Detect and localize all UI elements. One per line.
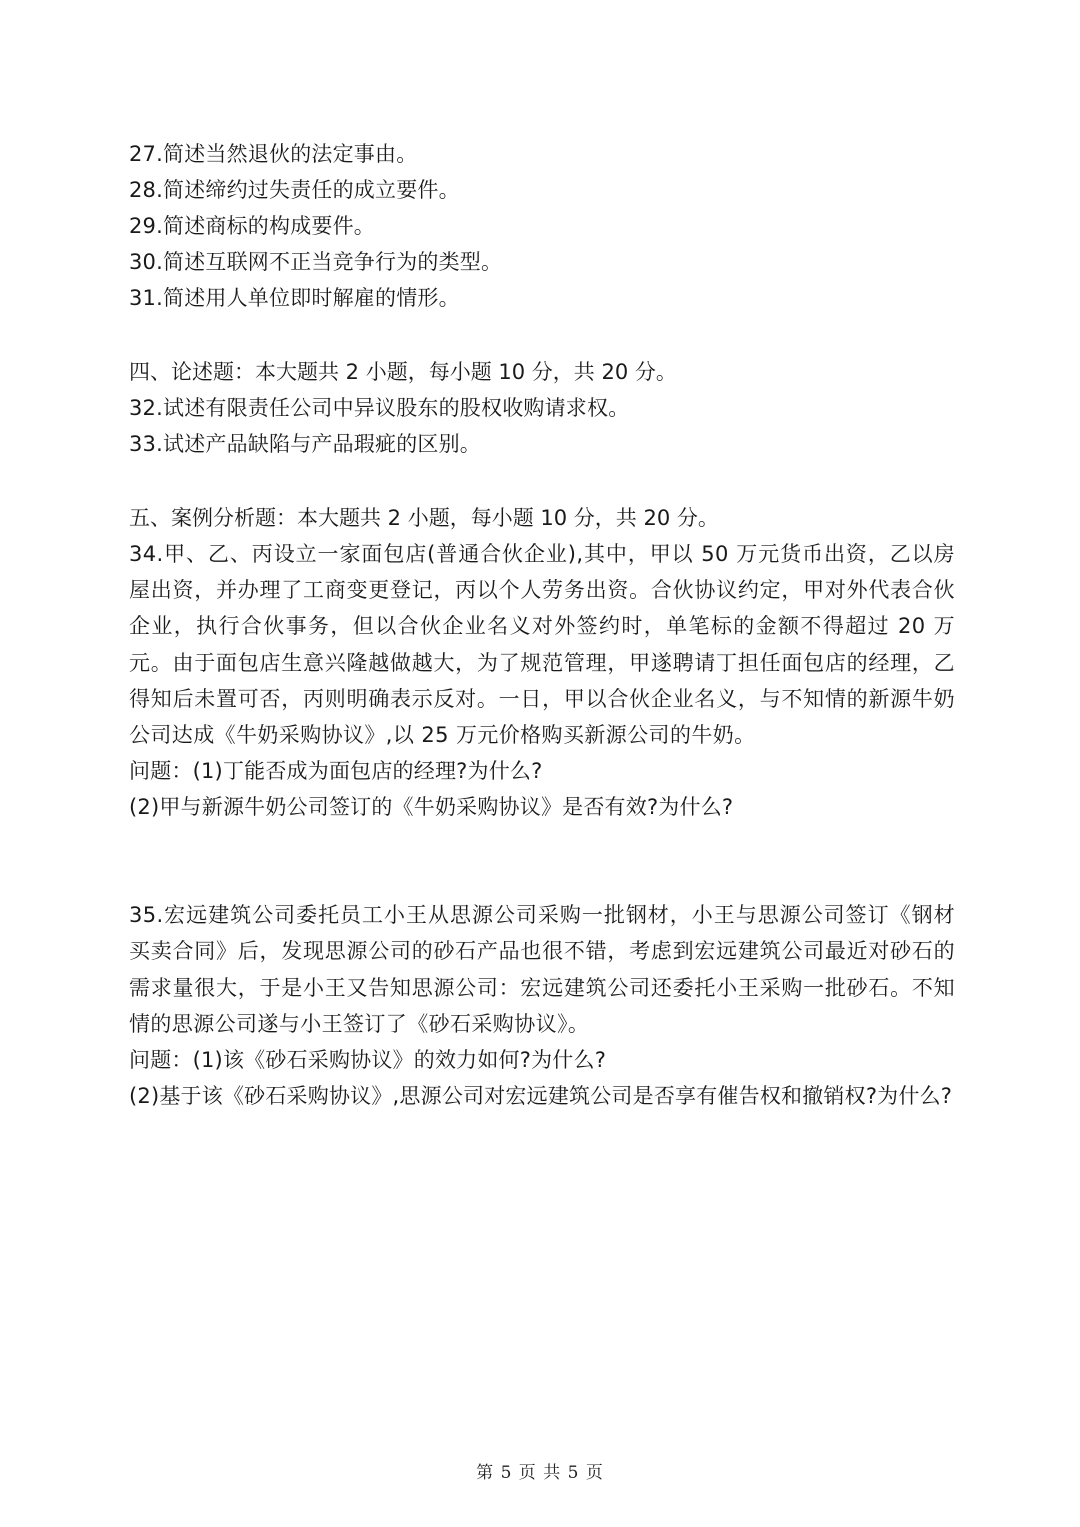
question-28: 28.简述缔约过失责任的成立要件。: [129, 178, 460, 202]
essay-section: [129, 354, 955, 462]
case-35-body: 35.宏远建筑公司委托员工小王从思源公司采购一批钢材，小王与思源公司签订《钢材买卖合同》后，发现思源公司的砂石产品也很不错，考虑到宏远建筑公司最近对砂石的需求量很大，于是小王又告知思源公司：宏远建筑公司还委托小王采购一批砂石。不知情的思源公司遂与小王签订了《砂石采购协议》。: [129, 903, 955, 1036]
case-section: [129, 500, 955, 1114]
case-34-question-2: (2)甲与新源牛奶公司签订的《牛奶采购协议》是否有效?为什么?: [129, 795, 734, 820]
spacer: [129, 316, 955, 354]
question-27: 27.简述当然退伙的法定事由。: [129, 142, 418, 166]
case-35-question-2: (2)基于该《砂石采购协议》,思源公司对宏远建筑公司是否享有催告权和撤销权?为什么?: [129, 1084, 953, 1109]
case-35-question-1: 问题：(1)该《砂石采购协议》的效力如何?为什么?: [129, 1048, 607, 1073]
case-34-body: 34.甲、乙、丙设立一家面包店(普通合伙企业),其中，甲以 50 万元货币出资，乙以房屋出资，并办理了工商变更登记，丙以个人劳务出资。合伙协议约定，甲对外代表合伙企业，执行合伙事务，但以合伙企业名义对外签约时，单笔标的金额不得超过 20 万元。由于面包店生意兴隆越做越大，为了规范管理，甲遂聘请丁担任面包店的经理，乙得知后未置可否，丙则明确表示反对。一日，甲以合伙企业名义，与不知情的新源牛奶公司达成《牛奶采购协议》,以 25 万元价格购买新源公司的牛奶。: [129, 542, 955, 748]
case-section-heading: 五、案例分析题：本大题共 2 小题，每小题 10 分，共 20 分。: [129, 506, 719, 530]
page-content: [129, 136, 955, 1114]
question-29: 29.简述商标的构成要件。: [129, 214, 375, 238]
essay-section-heading: 四、论述题：本大题共 2 小题，每小题 10 分，共 20 分。: [129, 360, 677, 384]
spacer: [129, 462, 955, 500]
question-31: 31.简述用人单位即时解雇的情形。: [129, 286, 460, 310]
question-33: 33.试述产品缺陷与产品瑕疵的区别。: [129, 432, 481, 456]
question-32: 32.试述有限责任公司中异议股东的股权收购请求权。: [129, 396, 630, 420]
spacer: [129, 825, 955, 897]
page-number-footer: 第 5 页 共 5 页: [476, 1463, 604, 1483]
question-30: 30.简述互联网不正当竞争行为的类型。: [129, 250, 503, 274]
case-34-question-1: 问题：(1)丁能否成为面包店的经理?为什么?: [129, 759, 543, 784]
short-answer-list: [129, 136, 955, 316]
